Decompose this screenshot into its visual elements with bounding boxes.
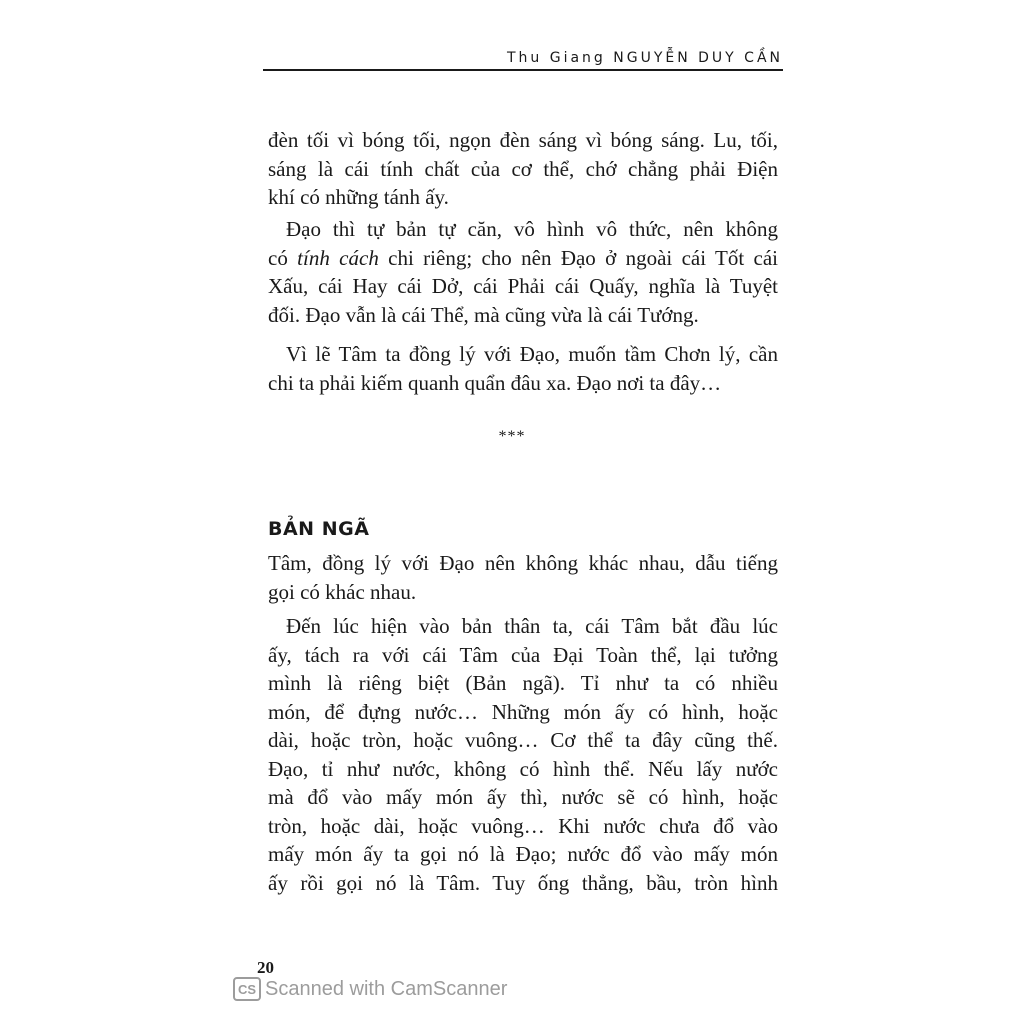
text-line: Đạo, tỉ như nước, không có hình thể. Nếu lấy nước xyxy=(268,756,778,781)
paragraph-4 xyxy=(268,549,778,606)
header-rule xyxy=(263,69,783,71)
text-line: Vì lẽ Tâm ta đồng lý với Đạo, muốn tầm Chơn lý, cần xyxy=(286,342,778,366)
section-separator: *** xyxy=(498,428,526,445)
text-segment: chi riêng; cho nên Đạo ở ngoài cái Tốt cái xyxy=(378,245,779,270)
camscanner-logo-icon: CS xyxy=(233,977,261,1001)
text-line: Xấu, cái Hay cái Dở, cái Phải cái Quấy, nghĩa là Tuyệt xyxy=(268,274,778,298)
page-number: 20 xyxy=(257,958,274,977)
text-line: sáng là cái tính chất của cơ thể, chớ chẳng phải Điện xyxy=(268,156,778,181)
text-line: khí có những tánh ấy. xyxy=(268,185,449,209)
paragraph-3 xyxy=(268,340,778,397)
text-line: đối. Đạo vẫn là cái Thể, mà cũng vừa là cái Tướng. xyxy=(268,302,699,327)
text-line: dài, hoặc tròn, hoặc vuông… Cơ thể ta đây cũng thế. xyxy=(268,728,778,752)
text-line: Tâm, đồng lý với Đạo nên không khác nhau, dẫu tiếng xyxy=(268,551,778,575)
running-header: Thu Giang NGUYỄN DUY CẦN xyxy=(506,50,783,66)
watermark-text: Scanned with CamScanner xyxy=(265,977,508,1000)
text-line: ấy rồi gọi nó là Tâm. Tuy ống thẳng, bầu, tròn hình xyxy=(268,870,778,895)
text-line: đèn tối vì bóng tối, ngọn đèn sáng vì bóng sáng. Lu, tối, xyxy=(268,128,778,152)
text-line: tròn, hoặc dài, hoặc vuông… Khi nước chưa đổ vào xyxy=(268,813,778,838)
text-line: ấy, tách ra với cái Tâm của Đại Toàn thể, lại tưởng xyxy=(268,642,778,667)
text-line: Đến lúc hiện vào bản thân ta, cái Tâm bắt đầu lúc xyxy=(286,614,778,638)
paragraph-2 xyxy=(268,215,778,329)
text-line: Đạo thì tự bản tự căn, vô hình vô thức, nên không xyxy=(286,217,778,241)
text-line: mấy món ấy ta gọi nó là Đạo; nước đổ vào mấy món xyxy=(268,842,778,866)
italic-term: tính cách xyxy=(297,245,379,270)
paragraph-1 xyxy=(268,126,778,212)
section-heading: BẢN NGÃ xyxy=(268,518,370,540)
camscanner-watermark xyxy=(233,977,507,1001)
text-line: mình là riêng biệt (Bản ngã). Tỉ như ta có nhiều xyxy=(268,671,778,695)
text-segment: có xyxy=(268,245,298,270)
paragraph-5 xyxy=(268,612,778,897)
text-line: mà đổ vào mấy món ấy thì, nước sẽ có hình, hoặc xyxy=(268,785,778,809)
text-line: món, để đựng nước… Những món ấy có hình, hoặc xyxy=(268,699,778,724)
text-line-with-italic xyxy=(268,244,778,273)
text-line: chi ta phải kiếm quanh quẩn đâu xa. Đạo nơi ta đây… xyxy=(268,370,722,395)
text-line: gọi có khác nhau. xyxy=(268,579,417,604)
